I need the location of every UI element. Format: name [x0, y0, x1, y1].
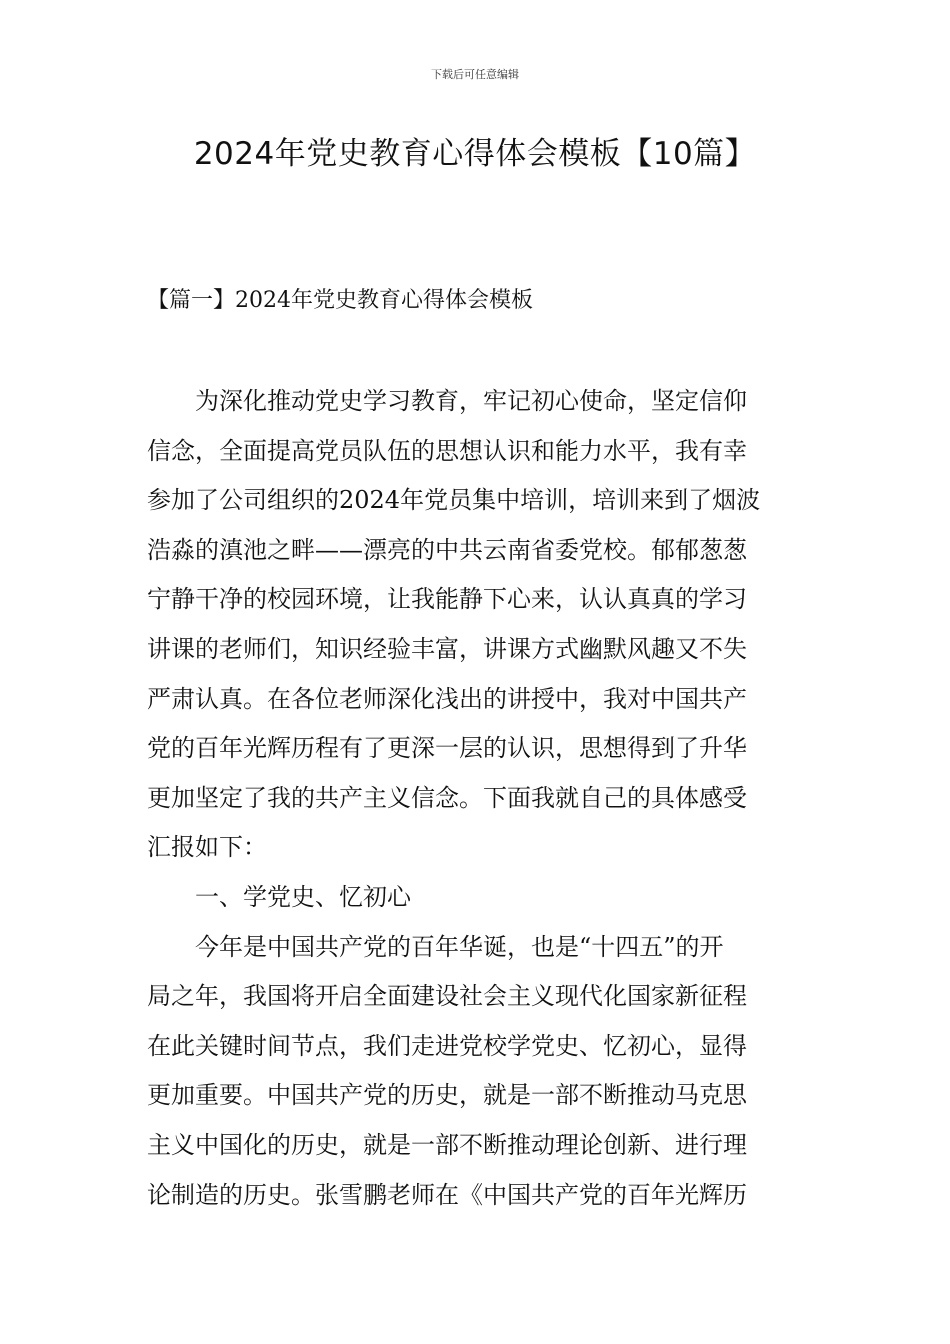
body-line: 更加重要。中国共产党的历史，就是一部不断推动马克思 [147, 1081, 747, 1110]
document-title: 2024年党史教育心得体会模板【10篇】 [193, 136, 757, 172]
body-line: 参加了公司组织的2024年党员集中培训，培训来到了烟波 [147, 486, 761, 515]
section-heading: 【篇一】2024年党史教育心得体会模板 [147, 288, 533, 313]
body-line: 严肃认真。在各位老师深化浅出的讲授中，我对中国共产 [147, 684, 747, 713]
body-line: 汇报如下： [147, 833, 267, 862]
body-text [147, 377, 807, 1220]
body-line: 党的百年光辉历程有了更深一层的认识，思想得到了升华 [147, 734, 747, 763]
header-note: 下载后可任意编辑 [431, 68, 519, 81]
body-line: 在此关键时间节点，我们走进党校学党史、忆初心，显得 [147, 1031, 747, 1060]
body-line: 为深化推动党史学习教育，牢记初心使命，坚定信仰 [195, 387, 747, 415]
body-line: 主义中国化的历史，就是一部不断推动理论创新、进行理 [147, 1130, 747, 1159]
body-line: 今年是中国共产党的百年华诞，也是“十四五”的开 [195, 932, 724, 961]
body-line: 信念，全面提高党员队伍的思想认识和能力水平，我有幸 [147, 436, 747, 465]
body-line: 局之年，我国将开启全面建设社会主义现代化国家新征程 [147, 982, 747, 1011]
body-line: 浩淼的滇池之畔——漂亮的中共云南省委党校。郁郁葱葱 [147, 535, 747, 564]
body-line: 更加坚定了我的共产主义信念。下面我就自己的具体感受 [147, 783, 747, 812]
body-line: 论制造的历史。张雪鹏老师在《中国共产党的百年光辉历 [147, 1180, 747, 1209]
body-line: 宁静干净的校园环境，让我能静下心来，认认真真的学习 [147, 585, 747, 614]
body-line: 讲课的老师们，知识经验丰富，讲课方式幽默风趣又不失 [147, 634, 747, 663]
body-line: 一、学党史、忆初心 [195, 882, 411, 911]
